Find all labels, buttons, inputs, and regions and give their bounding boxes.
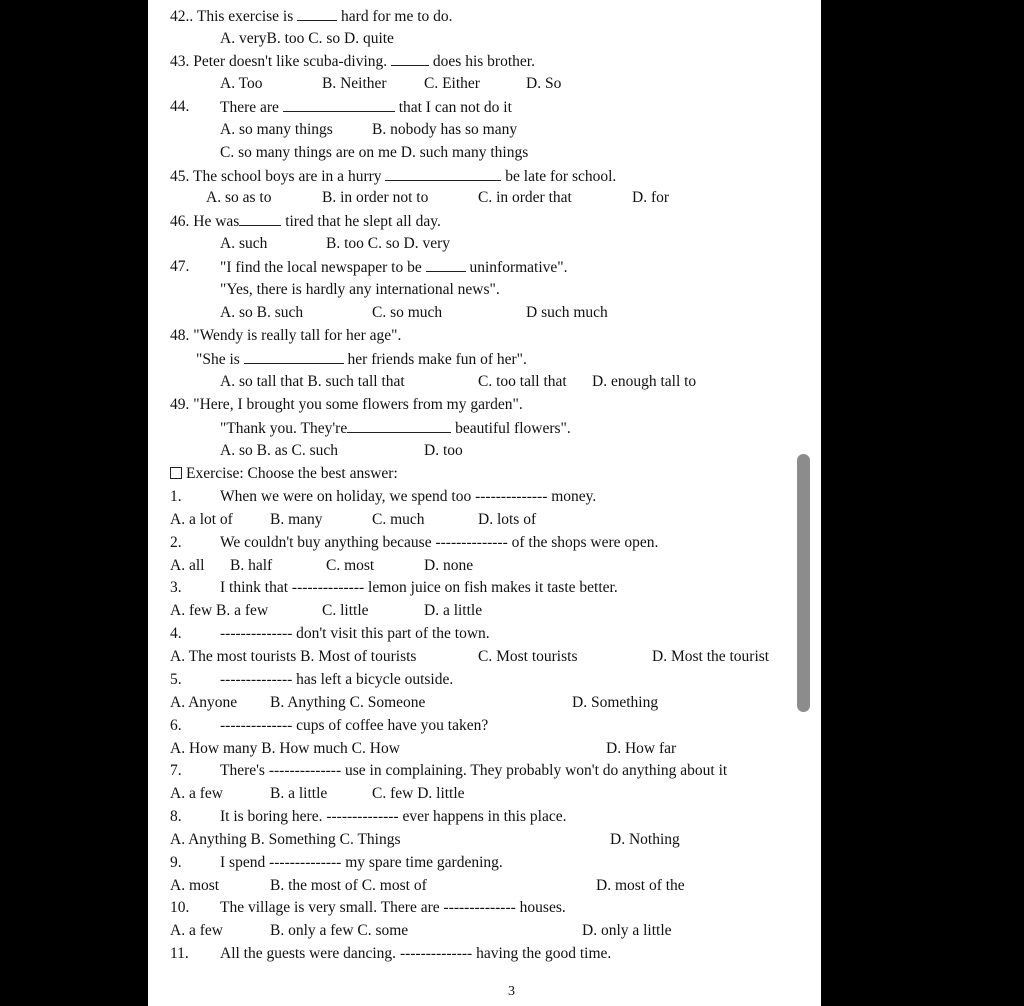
exercise-7-stem [220, 762, 727, 780]
answer-blank [297, 7, 337, 21]
answer-blank [391, 52, 429, 66]
stem-start: It is boring here. [220, 808, 323, 825]
answer-blank: -------------- [220, 625, 293, 642]
answer-blank: -------------- [269, 854, 342, 871]
stem-end: ever happens in this place. [402, 808, 567, 825]
answer-blank: -------------- [475, 488, 548, 505]
scrollbar-thumb[interactable] [797, 454, 810, 712]
stem-end: has left a bicycle outside. [296, 671, 454, 688]
exercise-5-option: B. Anything C. Someone [270, 694, 426, 711]
stem-start: I spend [220, 854, 266, 871]
exercise-2-stem [220, 534, 658, 552]
q42-options: A. veryB. too C. so D. quite [220, 30, 394, 47]
exercise-heading [170, 465, 398, 483]
exercise-4-option: D. Most the tourist [652, 648, 770, 665]
exercise-3-option: A. few B. a few [170, 602, 269, 619]
answer-blank: -------------- [220, 717, 293, 734]
exercise-1-option: D. lots of [478, 511, 537, 528]
exercise-10-option: B. only a few C. some [270, 922, 409, 939]
answer-blank: -------------- [291, 579, 365, 596]
exercise-10-number: 10. [170, 899, 190, 916]
stem-end: cups of coffee have you taken? [296, 717, 489, 734]
q43-option-c: C. Either [424, 75, 480, 92]
q47-option-ab: A. so B. such [220, 304, 304, 321]
answer-blank: -------------- [399, 945, 473, 962]
stem-end: of the shops were open. [511, 534, 659, 551]
stem-end: lemon juice on fish makes it taste better. [368, 579, 618, 596]
stem-start: There's [220, 762, 265, 779]
stem-start: The village is very small. There are [220, 899, 440, 916]
exercise-1-option: B. many [270, 511, 323, 528]
q47-option-d: D such much [526, 304, 608, 321]
exercise-8-option: D. Nothing [610, 831, 680, 848]
exercise-1-number: 1. [170, 488, 182, 505]
q43-stem: Peter doesn't like scuba-diving. [193, 53, 388, 70]
exercise-10-option: A. a few [170, 922, 223, 939]
exercise-3-number: 3. [170, 579, 182, 596]
exercise-9-stem [220, 854, 503, 872]
exercise-6-option: A. How many B. How much C. How [170, 740, 400, 757]
exercise-7-option: C. few D. little [372, 785, 465, 802]
stem-start: When we were on holiday, we spend too [220, 488, 472, 505]
answer-blank: -------------- [268, 762, 342, 779]
q48-number: 48. [170, 327, 190, 344]
q45-option-c: C. in order that [478, 189, 572, 206]
exercise-11-stem [220, 945, 611, 963]
q43-number: 43. [170, 53, 190, 70]
exercise-8-number: 8. [170, 808, 182, 825]
q43-stem-end: does his brother. [432, 53, 535, 70]
q49-response-start: "Thank you. They're [220, 420, 348, 437]
exercise-9-number: 9. [170, 854, 182, 871]
q49-option-abc: A. so B. as C. such [220, 442, 338, 459]
q44-number: 44. [170, 98, 190, 115]
exercise-4-option: C. Most tourists [478, 648, 578, 665]
exercise-2-option: D. none [424, 557, 474, 574]
exercise-11-number: 11. [170, 945, 189, 962]
q46-option-a: A. such [220, 235, 268, 252]
document-page [148, 0, 821, 1006]
answer-blank [385, 167, 501, 181]
q45-option-b: B. in order not to [322, 189, 429, 206]
q42-stem: This exercise is [196, 8, 294, 25]
stem-end: having the good time. [476, 945, 612, 962]
q48-option-ab: A. so tall that B. such tall that [220, 373, 405, 390]
q47-option-c: C. so much [372, 304, 443, 321]
stem-start: I think that [220, 579, 289, 596]
checkbox-icon [170, 467, 182, 479]
q47-response: "Yes, there is hardly any international news". [220, 281, 500, 298]
exercise-9-option: D. most of the [596, 877, 685, 894]
stem-end: my spare time gardening. [345, 854, 503, 871]
q47-number: 47. [170, 258, 190, 275]
exercise-3-stem [220, 579, 618, 597]
q45-option-d: D. for [632, 189, 670, 206]
q48-option-c: C. too tall that [478, 373, 567, 390]
exercise-3-option: C. little [322, 602, 369, 619]
q46-number: 46. [170, 213, 190, 230]
q42-number: 42.. [170, 8, 194, 25]
exercise-2-option: A. all [170, 557, 205, 574]
exercise-6-number: 6. [170, 717, 182, 734]
exercise-5-number: 5. [170, 671, 182, 688]
q49-number: 49. [170, 396, 190, 413]
q49-response-end: beautiful flowers". [455, 420, 571, 437]
q49-stem: "Here, I brought you some flowers from my garden". [193, 396, 523, 413]
q48-option-d: D. enough tall to [592, 373, 697, 390]
question-45 [170, 167, 616, 186]
answer-blank: -------------- [220, 671, 293, 688]
q43-option-d: D. So [526, 75, 562, 92]
exercise-1-option: A. a lot of [170, 511, 233, 528]
answer-blank: -------------- [435, 534, 508, 551]
q44-option-a: A. so many things [220, 121, 333, 138]
exercise-8-option: A. Anything B. Something C. Things [170, 831, 401, 848]
stem-start: We couldn't buy anything because [220, 534, 432, 551]
page-number: 3 [508, 984, 515, 999]
q47-stem-end: uninformative". [469, 259, 568, 276]
q49-option-d: D. too [424, 442, 463, 459]
q43-option-b: B. Neither [322, 75, 387, 92]
exercise-9-option: B. the most of C. most of [270, 877, 427, 894]
exercise-7-number: 7. [170, 762, 182, 779]
q46-stem: He was [193, 213, 240, 230]
exercise-5-stem [220, 671, 453, 689]
exercise-9-option: A. most [170, 877, 220, 894]
exercise-10-option: D. only a little [582, 922, 672, 939]
answer-blank [347, 419, 451, 433]
q49-response [220, 419, 571, 438]
q46-option-bcd: B. too C. so D. very [326, 235, 450, 252]
q45-option-a: A. so as to [206, 189, 272, 206]
exercise-1-stem [220, 488, 596, 506]
q47-stem: "I find the local newspaper to be [220, 259, 422, 276]
exercise-3-option: D. a little [424, 602, 483, 619]
stem-end: houses. [519, 899, 566, 916]
stem-end: use in complaining. They probably won't do anything about it [344, 762, 728, 779]
answer-blank [244, 350, 344, 364]
exercise-6-stem [220, 717, 488, 735]
exercise-10-stem [220, 899, 566, 917]
exercise-7-option: A. a few [170, 785, 223, 802]
q44-option-b: B. nobody has so many [372, 121, 518, 138]
stem-end: money. [551, 488, 597, 505]
q45-number: 45. [170, 168, 190, 185]
q44-option-cd: C. so many things are on me D. such many things [220, 144, 529, 161]
exercise-heading-text: Exercise: Choose the best answer: [186, 465, 398, 482]
question-47 [220, 258, 568, 277]
q43-option-a: A. Too [220, 75, 263, 92]
exercise-5-option: D. Something [572, 694, 659, 711]
answer-blank [283, 98, 395, 112]
question-42 [170, 7, 453, 26]
question-43 [170, 52, 535, 71]
answer-blank: -------------- [326, 808, 399, 825]
exercise-1-option: C. much [372, 511, 425, 528]
question-48 [170, 327, 401, 345]
q44-stem: There are [220, 99, 279, 116]
q45-stem-end: be late for school. [505, 168, 617, 185]
q48-response [196, 350, 527, 369]
exercise-2-option: C. most [326, 557, 375, 574]
exercise-4-option: A. The most tourists B. Most of tourists [170, 648, 417, 665]
exercise-8-stem [220, 808, 566, 826]
exercise-4-number: 4. [170, 625, 182, 642]
exercise-2-number: 2. [170, 534, 182, 551]
answer-blank [239, 212, 281, 226]
question-49 [170, 396, 523, 414]
stem-end: don't visit this part of the town. [296, 625, 490, 642]
answer-blank [426, 258, 466, 272]
exercise-4-stem [220, 625, 490, 643]
q42-stem-end: hard for me to do. [341, 8, 453, 25]
exercise-7-option: B. a little [270, 785, 328, 802]
exercise-5-option: A. Anyone [170, 694, 238, 711]
question-46 [170, 212, 441, 231]
q44-stem-end: that I can not do it [398, 99, 512, 116]
stem-start: All the guests were dancing. [220, 945, 397, 962]
q48-stem: "Wendy is really tall for her age". [193, 327, 402, 344]
q46-stem-end: tired that he slept all day. [285, 213, 441, 230]
q48-response-start: "She is [196, 351, 240, 368]
question-44 [220, 98, 512, 117]
q45-stem: The school boys are in a hurry [192, 168, 382, 185]
answer-blank: -------------- [443, 899, 516, 916]
exercise-6-option: D. How far [606, 740, 677, 757]
q48-response-end: her friends make fun of her". [347, 351, 527, 368]
exercise-2-option: B. half [230, 557, 273, 574]
